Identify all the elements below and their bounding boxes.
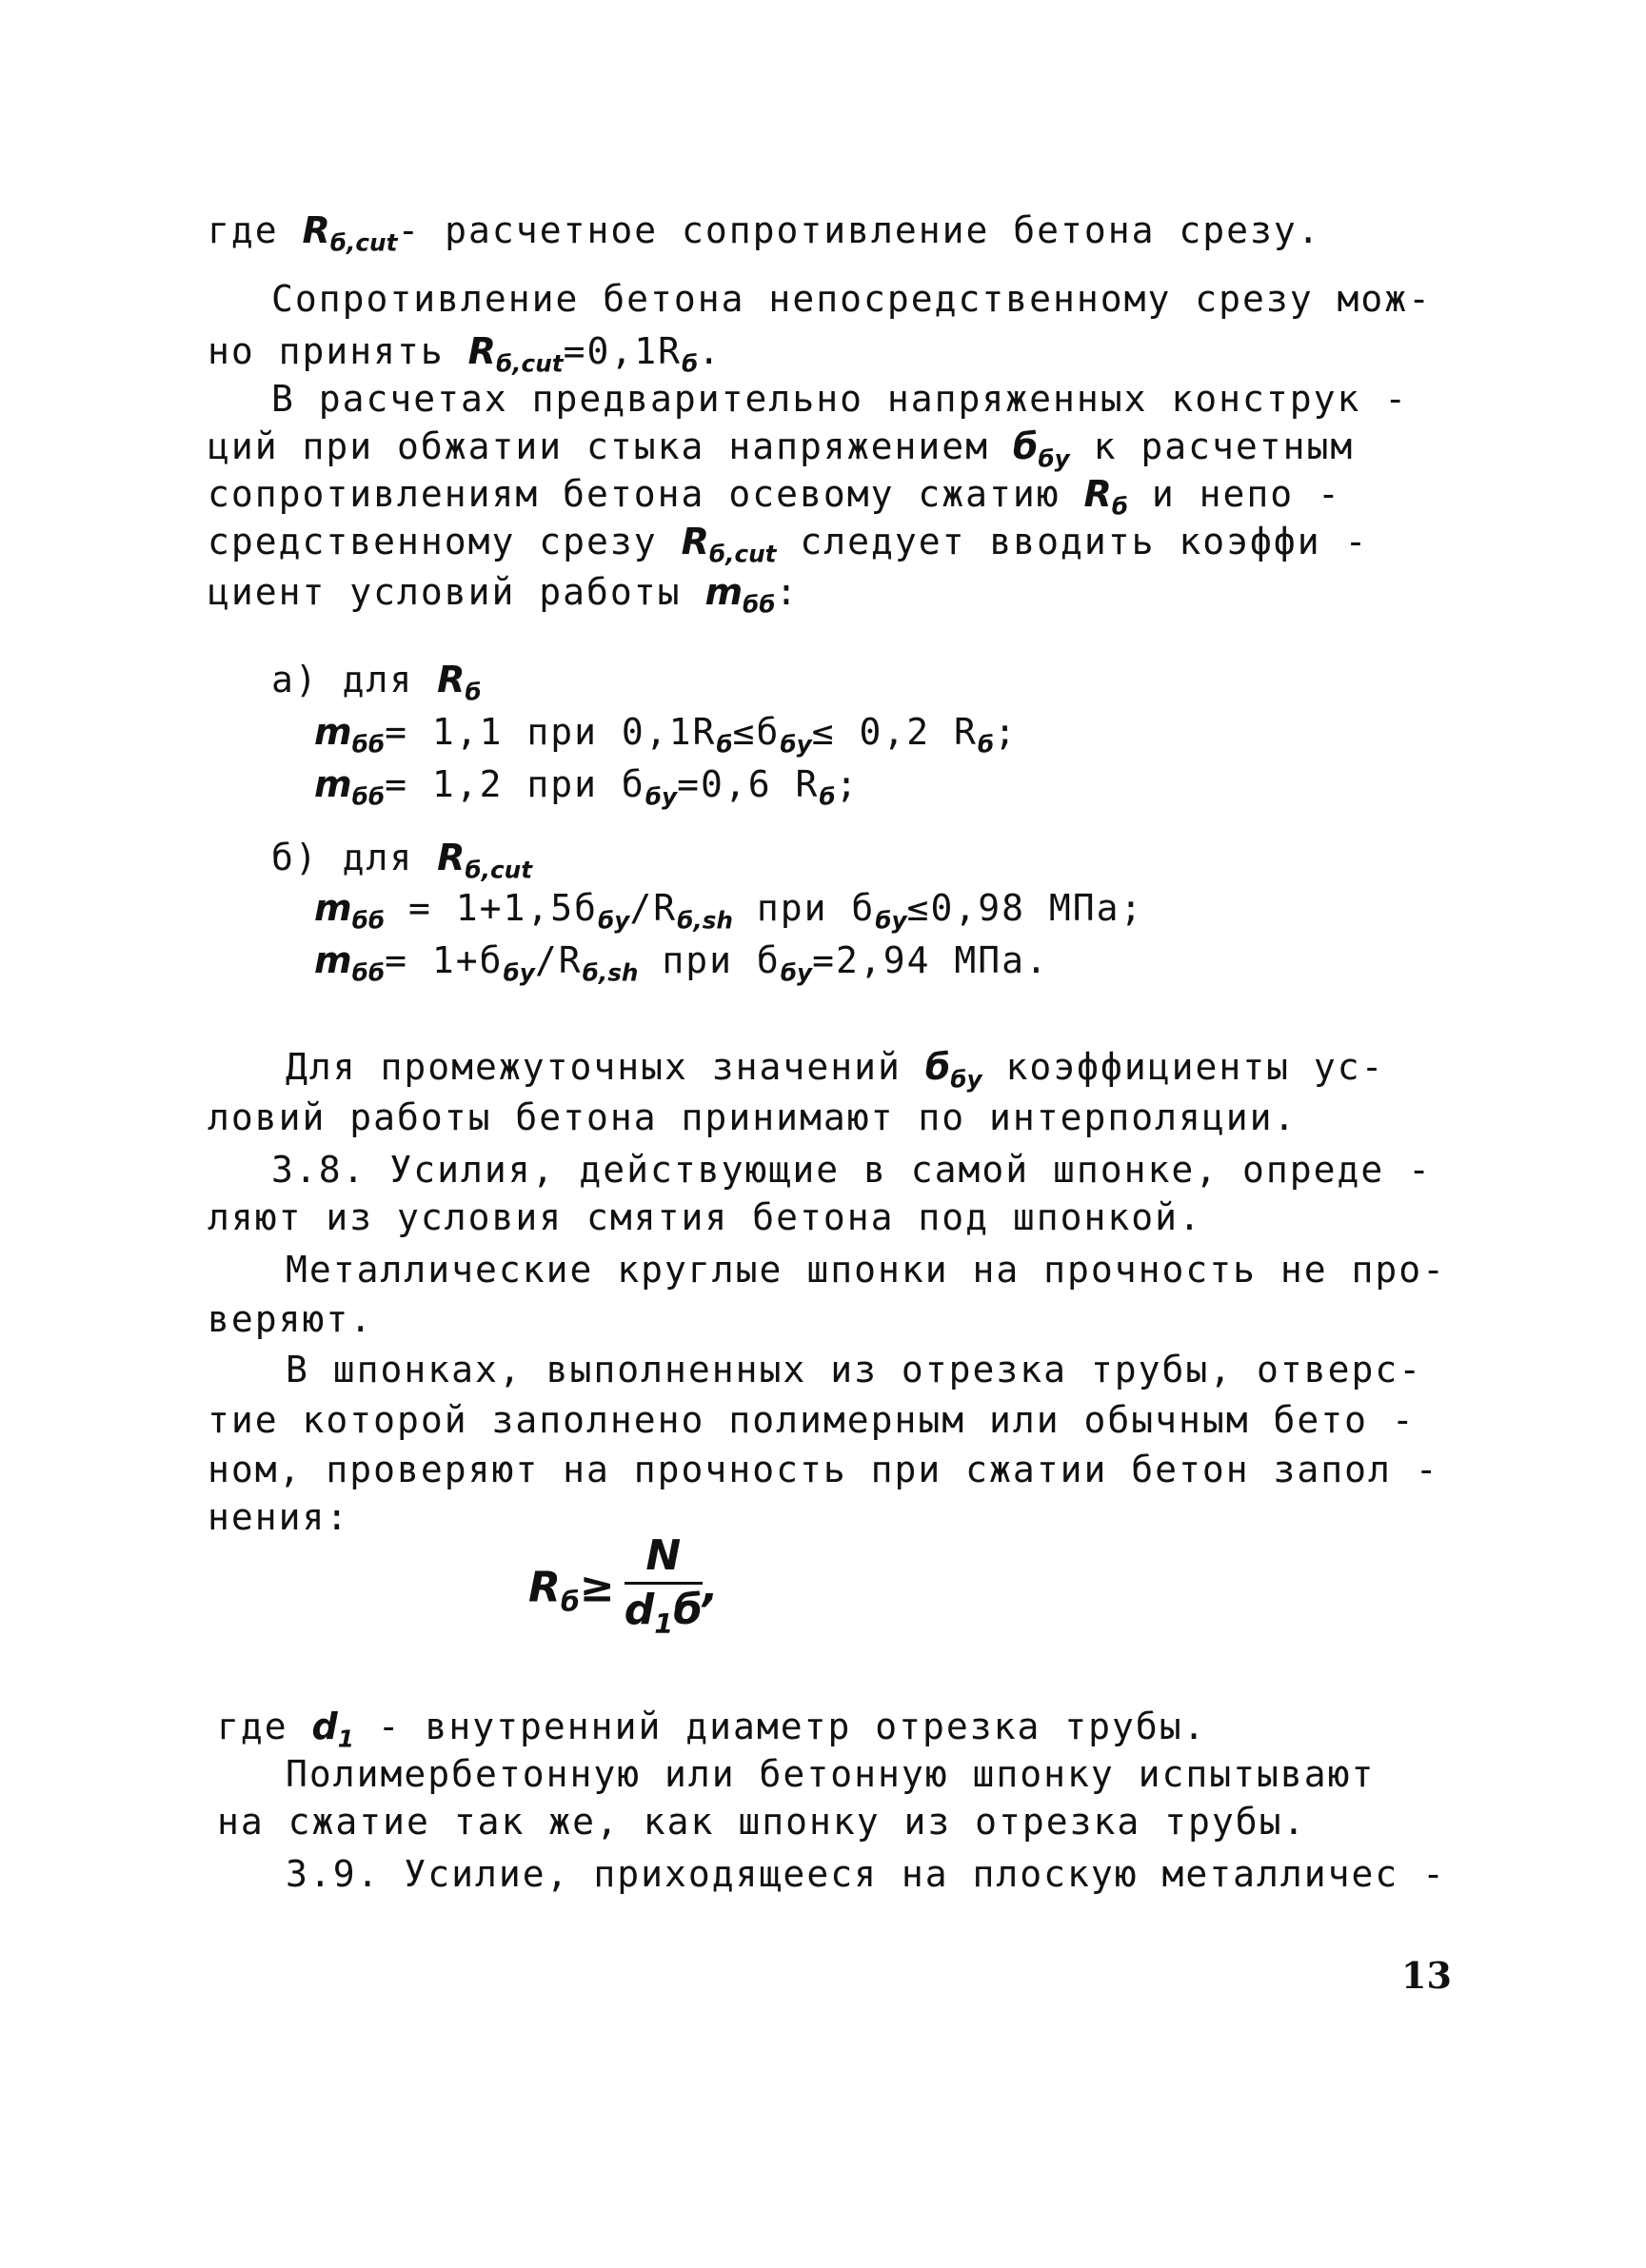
text-run: где	[208, 209, 303, 251]
text-line	[208, 569, 799, 628]
math-symbol: m	[314, 887, 352, 929]
math-subscript: бб	[351, 782, 386, 811]
math-subscript: бу	[1038, 444, 1070, 473]
text-run: Сопротивление бетона непосредственному срезу мож-	[271, 278, 1433, 320]
math-symbol: d	[311, 1706, 338, 1747]
math-subscript: бу	[950, 1065, 982, 1094]
text-run: при б	[733, 887, 876, 929]
math-subscript: б,cut	[708, 540, 777, 568]
math-subscript: бу	[503, 958, 535, 987]
strength-formula	[528, 1532, 719, 1647]
math-subscript: бу	[645, 782, 678, 811]
text-run: 3.8. Усилия, действующие в самой шпонке, опреде -	[271, 1149, 1433, 1191]
math-subscript: бб	[351, 730, 386, 759]
text-line	[286, 1347, 1422, 1392]
text-run: В расчетах предварительно напряженных конструк -	[271, 378, 1409, 420]
text-run: на сжатие так же, как шпонку из отрезка трубы.	[217, 1801, 1307, 1843]
text-run: =0,6 R	[677, 763, 820, 805]
math-symbol: б	[1012, 425, 1039, 467]
math-subscript: бб	[351, 958, 386, 987]
text-line	[314, 937, 1049, 996]
text-run: ном, проверяют на прочность при сжатии бетон запол -	[208, 1449, 1439, 1490]
text-run: .	[698, 330, 723, 372]
text-line	[314, 761, 860, 820]
text-run: ;	[835, 763, 860, 805]
text-run: ≤б	[732, 711, 781, 753]
text-line	[314, 885, 1143, 944]
text-run: 3.9. Усилие, приходящееся на плоскую металличес -	[286, 1853, 1447, 1895]
text-line	[208, 207, 1321, 266]
text-run: коэффициенты ус-	[982, 1046, 1385, 1088]
text-run: :	[775, 571, 800, 613]
text-run: нения:	[208, 1496, 350, 1538]
page-number: 13	[1401, 1954, 1452, 1997]
formula-fraction	[625, 1532, 703, 1647]
text-run: = 1+б	[385, 939, 504, 981]
math-subscript: б	[716, 730, 733, 759]
math-symbol: m	[314, 939, 352, 981]
text-run: при б	[638, 939, 781, 981]
text-run: /R	[534, 939, 583, 981]
text-run: Полимербетонную или бетонную шпонку испытывают	[286, 1753, 1376, 1795]
text-line	[271, 1147, 1432, 1193]
formula-relation: ≥	[579, 1563, 615, 1612]
math-subscript: б,sh	[677, 906, 733, 935]
text-run: ≤0,98 МПа;	[906, 887, 1144, 929]
text-run: а) для	[271, 659, 438, 700]
math-symbol: m	[314, 711, 352, 753]
math-subscript: б	[465, 678, 482, 706]
text-line	[314, 709, 1018, 768]
text-run: веряют.	[208, 1298, 374, 1340]
text-run: /R	[629, 887, 678, 929]
text-run: = 1,2 при б	[385, 763, 645, 805]
text-run: и непо -	[1128, 473, 1341, 515]
text-run: циент условий работы	[208, 571, 705, 613]
text-line	[286, 1751, 1375, 1797]
math-subscript: б,cut	[495, 349, 564, 378]
math-symbol: m	[314, 763, 352, 805]
math-symbol: R	[437, 837, 466, 878]
math-subscript: бб	[351, 906, 386, 935]
math-subscript: б	[977, 730, 995, 759]
fraction-bar	[625, 1582, 703, 1585]
text-run: = 1+1,5б	[385, 887, 598, 929]
text-run: =0,1R	[563, 330, 682, 372]
text-line	[208, 1494, 349, 1540]
math-symbol: б	[924, 1046, 951, 1088]
text-line	[271, 276, 1432, 322]
text-line	[286, 1851, 1446, 1897]
math-subscript: б,cut	[465, 856, 533, 884]
formula-trailing: ,	[702, 1563, 719, 1612]
text-line	[208, 1447, 1439, 1492]
text-run: ляют из условия смятия бетона под шпонкой.	[208, 1196, 1202, 1238]
text-line	[208, 1296, 373, 1342]
denominator-tail: б	[673, 1586, 703, 1634]
denominator-sub: 1	[654, 1607, 674, 1640]
text-run: б) для	[271, 837, 438, 878]
text-line	[286, 1247, 1446, 1292]
math-symbol: m	[704, 571, 744, 613]
math-subscript: бу	[780, 958, 813, 987]
text-run: к расчетным	[1069, 425, 1355, 467]
text-run: но принять	[208, 330, 468, 372]
math-subscript: б,sh	[582, 958, 639, 987]
text-line	[217, 1799, 1306, 1844]
text-run: сопротивлениям бетона осевому сжатию	[208, 473, 1084, 515]
math-subscript: бу	[875, 906, 907, 935]
formula-lhs-sub: б	[560, 1585, 580, 1618]
math-subscript: б	[819, 782, 836, 811]
text-run: ≤ 0,2 R	[811, 711, 978, 753]
math-symbol: R	[437, 659, 466, 700]
math-subscript: б	[681, 349, 699, 378]
math-subscript: 1	[337, 1725, 354, 1753]
formula-denominator	[625, 1587, 703, 1647]
math-symbol: R	[681, 521, 709, 562]
text-run: - расчетное сопротивление бетона срезу.	[397, 209, 1321, 251]
formula-lhs: R	[528, 1563, 561, 1612]
text-line	[271, 657, 482, 716]
text-run: В шпонках, выполненных из отрезка трубы, отверс-	[286, 1349, 1423, 1390]
formula-numerator: N	[645, 1531, 682, 1580]
text-run: =2,94 МПа.	[812, 939, 1049, 981]
text-run: Металлические круглые шпонки на прочность не про-	[286, 1249, 1447, 1291]
math-symbol: R	[467, 330, 496, 372]
text-run: где	[217, 1706, 312, 1747]
math-subscript: б	[1111, 492, 1128, 521]
text-run: Для промежуточных значений	[286, 1046, 925, 1088]
text-run: средственному срезу	[208, 521, 682, 562]
math-symbol: R	[302, 209, 330, 251]
text-run: = 1,1 при 0,1R	[385, 711, 717, 753]
math-subscript: бу	[598, 906, 630, 935]
text-run: тие которой заполнено полимерным или обычным бето -	[208, 1399, 1416, 1441]
text-line	[208, 1397, 1416, 1443]
math-subscript: б,cut	[329, 228, 398, 257]
math-subscript: бу	[780, 730, 812, 759]
text-run: ловий работы бетона принимают по интерполяции.	[208, 1096, 1298, 1138]
text-run: ;	[994, 711, 1019, 753]
text-run: - внутренний диаметр отрезка трубы.	[353, 1706, 1207, 1747]
text-line	[271, 376, 1408, 422]
math-subscript: бб	[743, 590, 776, 619]
text-run: ций при обжатии стыка напряжением	[208, 425, 1013, 467]
text-run: следует вводить коэффи -	[776, 521, 1369, 562]
math-symbol: R	[1083, 473, 1112, 515]
text-line	[208, 1194, 1202, 1240]
text-line	[208, 1095, 1297, 1140]
denominator-main: d	[624, 1586, 655, 1634]
